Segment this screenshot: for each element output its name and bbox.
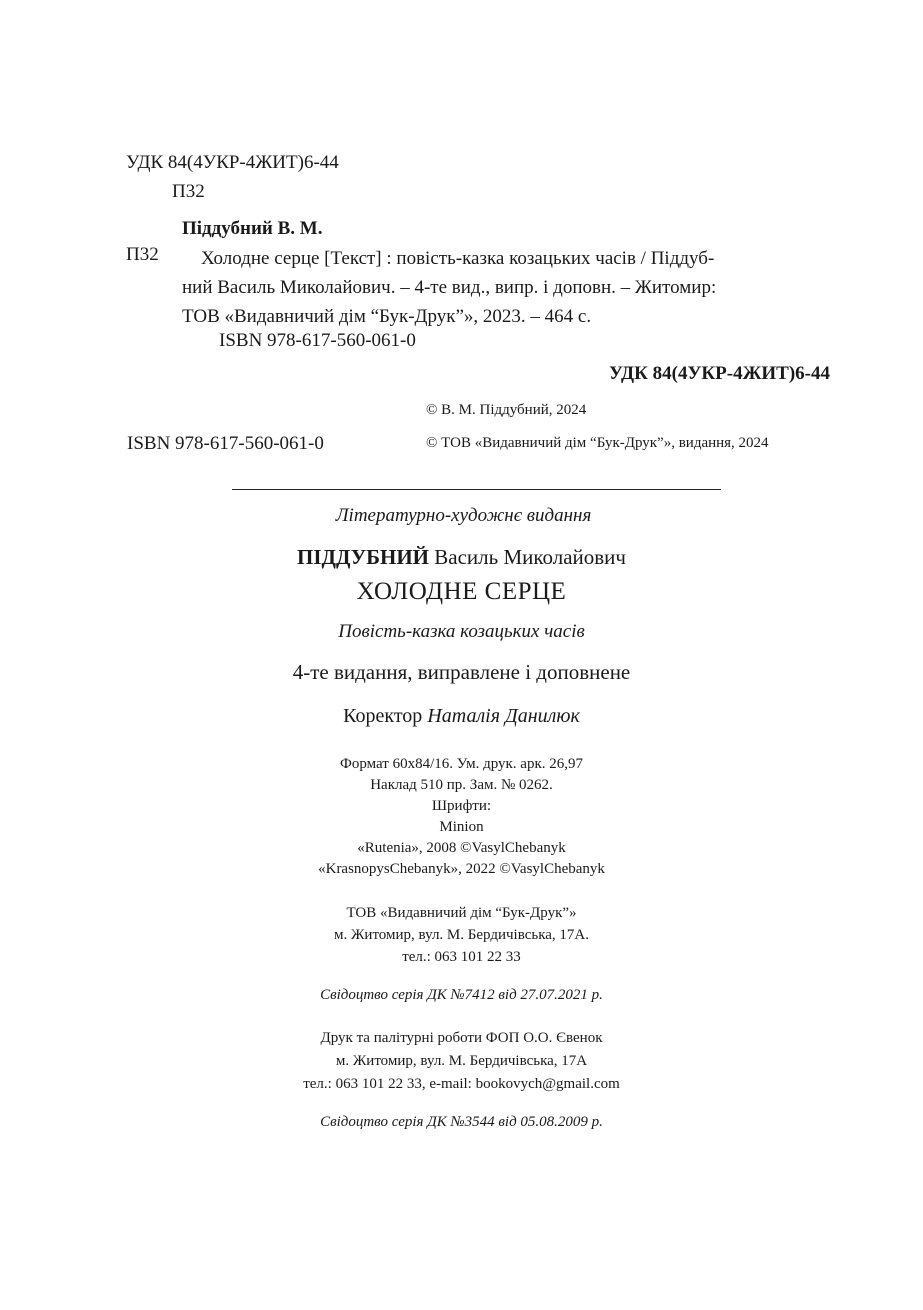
divider-line [232,489,721,490]
spec-line: Наклад 510 пр. Зам. № 0262. [370,777,553,793]
publisher-line: м. Житомир, вул. М. Бердичівська, 17А. [333,927,590,943]
publisher-certificate: Свідоцтво серія ДК №7412 від 27.07.2021 р. [320,987,603,1003]
edition-type: Літературно-художнє видання [335,505,592,526]
spec-line: Формат 60x84/16. Ум. друк. арк. 26,97 [340,756,583,772]
spec-line: Minion [439,819,484,835]
biblio-line: ТОВ «Видавничий дім “Бук-Друк”», 2023. – 464 с. [182,306,592,327]
catalog-code-top: П32 [172,181,205,202]
side-catalog-code: П32 [126,244,159,265]
spec-line: Шрифти: [431,798,492,814]
printer-certificate: Свідоцтво серія ДК №3544 від 05.08.2009 р. [320,1114,603,1130]
publisher-line: тел.: 063 101 22 33 [402,949,521,965]
publisher-info [0,902,923,968]
printer-line: Друк та палітурні роботи ФОП О.О. Євенок [320,1030,603,1046]
author-full-name [0,545,923,570]
copyright-author: © В. М. Піддубний, 2024 [426,402,587,418]
corrector-name: Наталія Данилюк [427,705,580,727]
udk-right: УДК 84(4УКР-4ЖИТ)6-44 [609,363,830,384]
printer-line: тел.: 063 101 22 33, e-mail: bookovych@gmail.com [303,1076,620,1092]
printer-line: м. Житомир, вул. М. Бердичівська, 17А [335,1053,588,1069]
book-title: ХОЛОДНЕ СЕРЦЕ [356,578,567,605]
udk-top: УДК 84(4УКР-4ЖИТ)6-44 [126,152,339,173]
book-subtitle: Повість-казка козацьких часів [338,621,585,642]
corrector-line [0,705,923,728]
author-heading: Піддубний В. М. [182,218,323,239]
print-specs [0,754,923,880]
publisher-line: ТОВ «Видавничий дім “Бук-Друк”» [346,905,577,921]
isbn-inline: ISBN 978-617-560-061-0 [219,330,416,351]
printer-info [0,1027,923,1096]
spec-line: «KrasnopysChebanyk», 2022 ©VasylChebanyk [318,861,605,877]
edition-info: 4-те видання, виправлене і доповнене [292,660,631,684]
author-given-names: Василь Миколайович [429,545,626,569]
spec-line: «Rutenia», 2008 ©VasylChebanyk [357,840,566,856]
biblio-line: ний Василь Миколайович. – 4-те вид., випр. і доповн. – Житомир: [182,277,717,298]
copyright-publisher: © ТОВ «Видавничий дім “Бук-Друк”», видання, 2024 [426,435,769,451]
isbn-left: ISBN 978-617-560-061-0 [127,433,324,454]
corrector-label: Коректор [343,705,428,727]
bibliographic-description [182,244,829,331]
biblio-line: Холодне серце [Текст] : повість-казка козацьких часів / Піддуб- [201,248,715,269]
author-surname: ПІДДУБНИЙ [297,545,429,569]
